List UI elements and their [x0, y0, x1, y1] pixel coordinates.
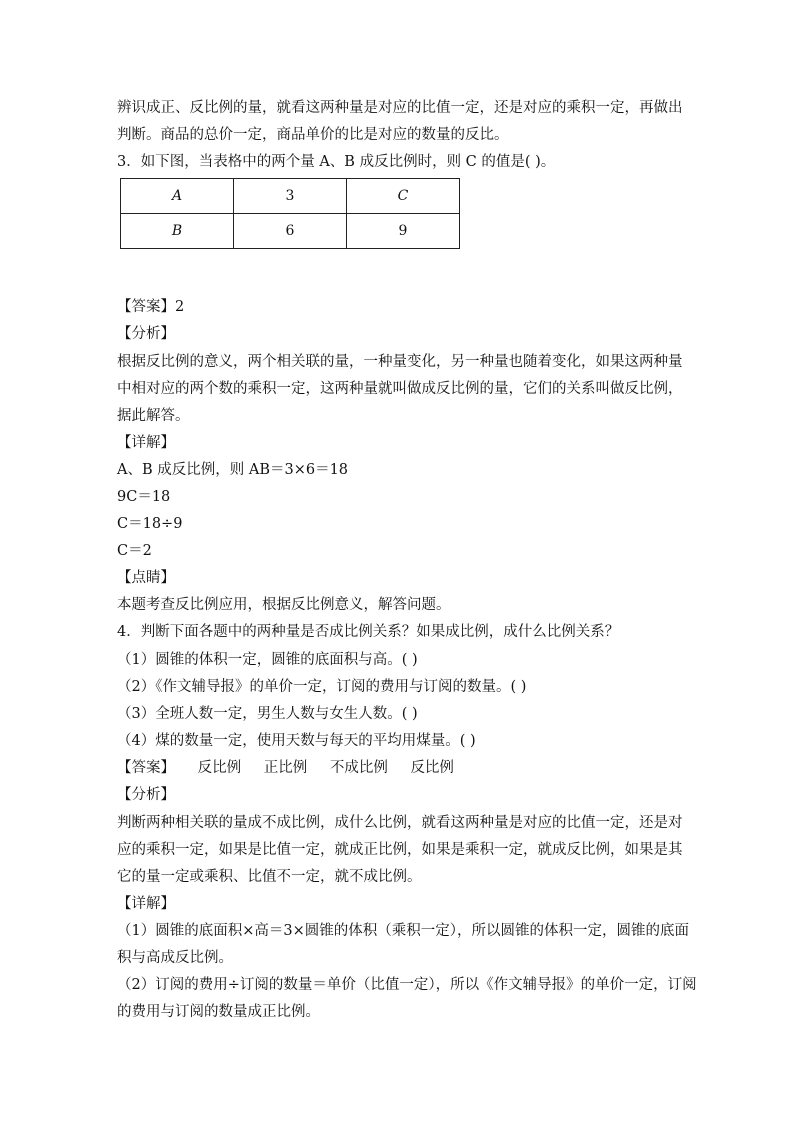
table-cell: 6: [234, 214, 347, 249]
text-line: 积与高成反比例。: [117, 950, 233, 966]
answer-value: 反比例: [410, 760, 454, 776]
text-line: 中相对应的两个数的乘积一定，这两种量就叫做成反比例的量，它们的关系叫做反比例，: [117, 381, 683, 397]
text-line: 据此解答。: [117, 408, 190, 424]
text-line: （1）圆锥的底面积×高＝3×圆锥的体积（乘积一定），所以圆锥的体积一定，圆锥的底面: [117, 923, 689, 939]
answer-value: 不成比例: [329, 760, 388, 776]
ratio-table: [120, 178, 460, 249]
text-line: 本题考查反比例应用，根据反比例意义，解答问题。: [117, 597, 451, 613]
text-line: 它的量一定或乘积、比值不一定，就不成比例。: [117, 869, 422, 885]
question-3: 3．如下图，当表格中的两个量 A、B 成反比例时，则 C 的值是( )。: [117, 154, 556, 170]
table-cell: C: [347, 179, 460, 214]
question-4: 4．判断下面各题中的两种量是否成比例关系？如果成比例，成什么比例关系？: [117, 624, 620, 640]
question-item: （3）全班人数一定，男生人数与女生人数。( ): [117, 706, 418, 722]
question-item: （2）《作文辅导报》的单价一定，订阅的费用与订阅的数量。( ): [117, 679, 527, 695]
point-title: 【点睛】: [117, 570, 175, 586]
table-cell: 9: [347, 214, 460, 249]
answer-value: 反比例: [197, 760, 242, 776]
table-cell: B: [121, 214, 234, 249]
question-item: （1）圆锥的体积一定，圆锥的底面积与高。( ): [117, 652, 418, 668]
answer-4: [117, 754, 682, 782]
text-line: C＝2: [117, 543, 152, 559]
text-line: （2）订阅的费用÷订阅的数量＝单价（比值一定），所以《作文辅导报》的单价一定，订阅: [117, 977, 697, 993]
text-line: 的费用与订阅的数量成正比例。: [117, 1004, 320, 1020]
detail-title: 【详解】: [117, 435, 175, 451]
text-line: 根据反比例的意义，两个相关联的量，一种量变化，另一种量也随着变化，如果这两种量: [117, 354, 683, 370]
table-row: [121, 179, 460, 214]
analysis-title: 【分析】: [117, 787, 175, 803]
text-line: 辨识成正、反比例的量，就看这两种量是对应的比值一定，还是对应的乘积一定，再做出: [117, 100, 683, 116]
text-line: 应的乘积一定，如果是比值一定，就成正比例，如果是乘积一定，就成反比例，如果是其: [117, 842, 683, 858]
detail-title: 【详解】: [117, 896, 175, 912]
text-line: C＝18÷9: [117, 516, 183, 532]
text-line: 判断两种相关联的量成不成比例，成什么比例，就看这两种量是对应的比值一定，还是对: [117, 815, 683, 831]
table-row: [121, 214, 460, 249]
text-line: A、B 成反比例，则 AB＝3×6＝18: [117, 462, 349, 478]
text-line: 判断。商品的总价一定，商品单价的比是对应的数量的反比。: [117, 127, 509, 143]
analysis-title: 【分析】: [117, 326, 175, 342]
answer-3: 【答案】2: [117, 299, 185, 315]
question-item: （4）煤的数量一定，使用天数与每天的平均用煤量。( ): [117, 733, 476, 749]
answer-label: 【答案】: [117, 760, 175, 776]
answer-value: 正比例: [263, 760, 308, 776]
text-line: 9C＝18: [117, 489, 171, 505]
table-cell: A: [121, 179, 234, 214]
table-cell: 3: [234, 179, 347, 214]
